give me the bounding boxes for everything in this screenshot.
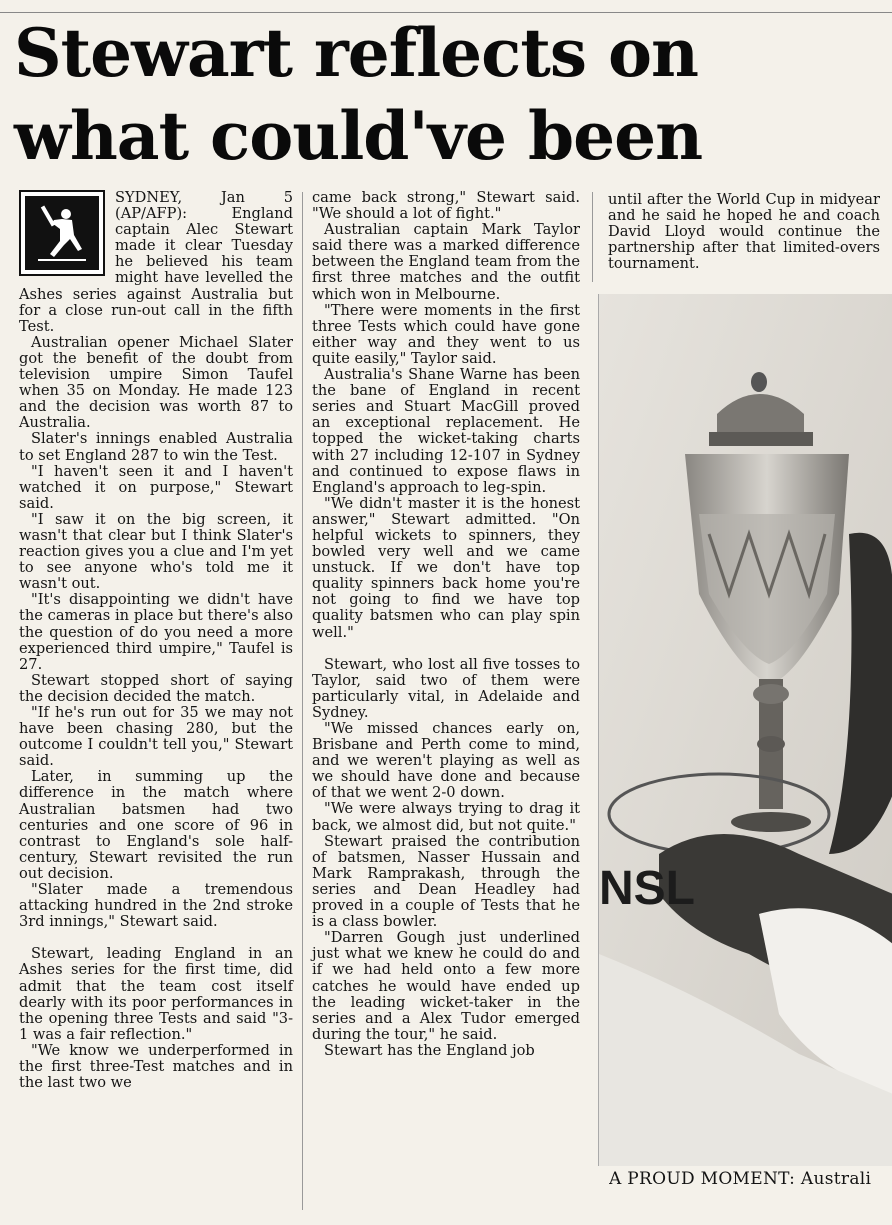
paragraph: Later, in summing up the difference in the match where Australian batsmen had two centuries and one score of 96 in contrast to England's sole half-century, Stewart revisited the run out decision. — [19, 768, 293, 882]
paragraph: until after the World Cup in midyear and he said he hoped he and coach David Lloyd would continue the partnership after that limited-overs tournament. — [608, 191, 880, 273]
paragraph: "We know we underperformed in the first three-Test matches and in the last two we — [19, 1041, 293, 1092]
paragraph: "Slater made a tremendous attacking hundred in the 2nd stroke 3rd innings," Stewart said. — [19, 881, 293, 931]
paragraph: "We didn't master it is the honest answer," Stewart admitted. "On helpful wickets to spinners, they bowled very well and we came unstuck. If we don't have top quality spinners back home you're not going to find we have top quality batsmen who can play spin well." — [312, 494, 580, 641]
paragraph: Australian captain Mark Taylor said there was a marked difference between the England team from the first three matches and the outfit which won in Melbourne. — [312, 221, 580, 303]
paragraph: "If he's run out for 35 we may not have been chasing 280, but the outcome I couldn't tell you," Stewart said. — [19, 704, 293, 770]
paragraph: England captain Alec Stewart made it clear Tuesday he believed his team might have levelled the Ashes series against Australia but for a close run-out call in the fifth Test. — [19, 205, 293, 335]
column-rule — [592, 192, 593, 282]
article-column-1 — [19, 190, 293, 1091]
paragraph: "I saw it on the big screen, it wasn't that clear but I think Slater's reaction gives you a clue and I'm yet to see anyone who's told me it wasn't out. — [19, 510, 293, 593]
paragraph: Stewart praised the contribution of batsmen, Nasser Hussain and Mark Ramprakash, through the series and Dean Headley had proved in a couple of Tests that he is a class bowler. — [312, 832, 580, 931]
trophy-photo — [598, 294, 892, 1166]
article-column-2 — [312, 190, 580, 1059]
photo-caption: A PROUD MOMENT: Australi — [609, 1169, 872, 1189]
headline-line-1: Stewart reflects on — [14, 14, 698, 92]
article-column-3 — [608, 192, 880, 272]
photo-shirt-text: NSL — [599, 862, 695, 915]
dateline: SYDNEY, Jan 5 (AP/AFP): — [115, 189, 293, 223]
headline — [14, 12, 884, 178]
paragraph: Stewart has the England job — [324, 1041, 535, 1059]
paragraph: "We were always trying to drag it back, we almost did, but not quite." — [312, 800, 580, 834]
paragraph: Australian opener Michael Slater got the benefit of the doubt from television umpire Simon Taufel when 35 on Monday. He made 123 and the decision was worth 87 to Australia. — [19, 333, 293, 432]
headline-line-2: what could've been — [14, 97, 703, 175]
paragraph: came back strong," Stewart said. "We should a lot of fight." — [312, 189, 580, 223]
paragraph: Stewart, leading England in an Ashes series for the first time, did admit that the team cost itself dearly with its poor performances in the opening three Tests and said "3-1 was a fair reflection." — [19, 945, 293, 1043]
paragraph: Stewart, who lost all five tosses to Taylor, said two of them were particularly vital, in Adelaide and Sydney. — [312, 655, 580, 721]
paragraph: "We missed chances early on, Brisbane and Perth come to mind, and we weren't playing as well as we should have done and because of that we went 2-0 down. — [312, 720, 580, 802]
paragraph: Stewart stopped short of saying the decision decided the match. — [19, 671, 293, 705]
paragraph: "I haven't seen it and I haven't watched it on purpose," Stewart said. — [19, 462, 293, 512]
paragraph: "It's disappointing we didn't have the cameras in place but there's also the question of do you need a more experienced third umpire," Taufel is 27. — [19, 591, 293, 673]
paragraph: Australia's Shane Warne has been the bane of England in recent series and Stuart MacGill proved an exceptional replacement. He topped the wicket-taking charts with 27 including 12-107 in Sydney and continued to expose flaws in England's approach to leg-spin. — [312, 366, 580, 496]
paragraph: Slater's innings enabled Australia to set England 287 to win the Test. — [19, 430, 293, 464]
column-rule — [302, 192, 303, 1210]
paragraph: "Darren Gough just underlined just what we knew he could do and if we had held onto a few more catches he would have ended up the leading wicket-taker in the series and a Alex Tudor emerged during the tour," he said. — [312, 929, 580, 1043]
paragraph: "There were moments in the first three Tests which could have gone either way and they went to us quite easily," Taylor said. — [312, 301, 580, 367]
cricket-batsman-icon — [19, 190, 105, 276]
